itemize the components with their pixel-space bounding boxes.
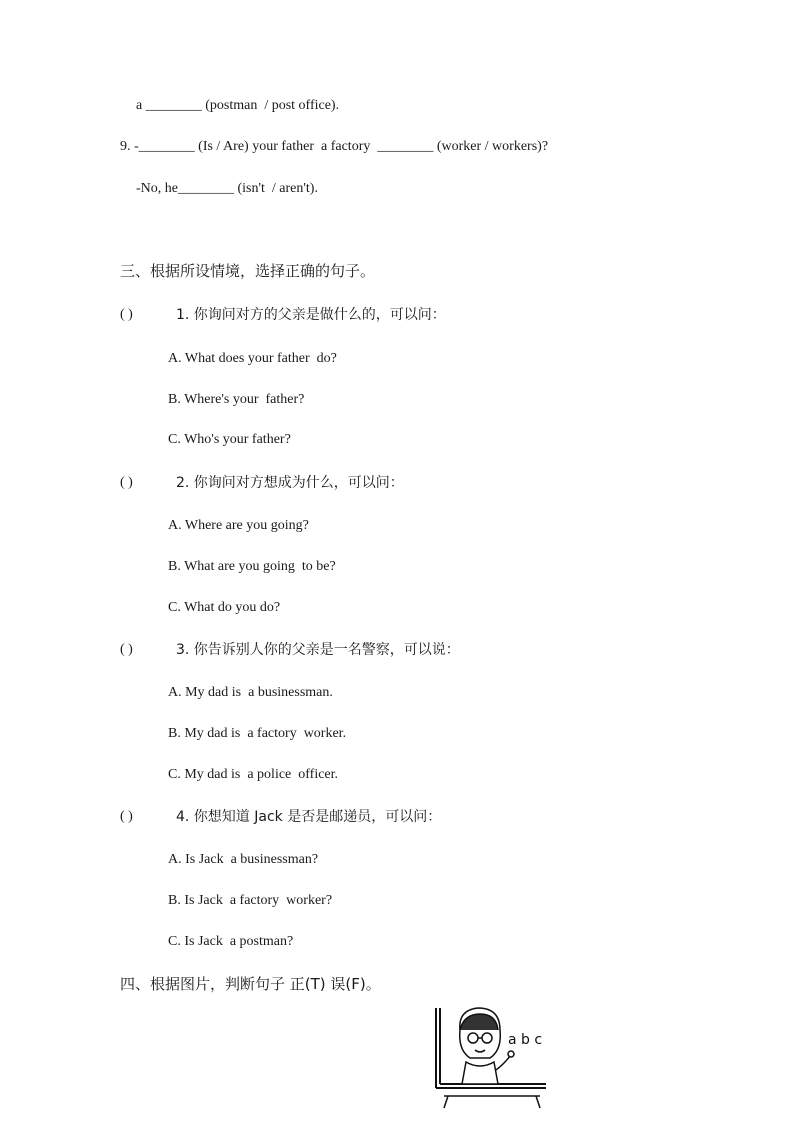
answer-blank-2[interactable]: ( ) [120,475,133,490]
question-4-prompt: 4. 你想知道 Jack 是否是邮递员，可以问： [176,809,442,825]
teacher-figure [460,1008,514,1084]
section-3-title: 三、根据所设情境，选择正确的句子。 [120,262,376,280]
question-2-option-a[interactable]: A. Where are you going? [168,518,309,533]
answer-blank-1[interactable]: ( ) [120,307,133,322]
answer-blank-3[interactable]: ( ) [120,642,133,657]
desk [444,1096,540,1108]
question-2-option-c[interactable]: C. What do you do? [168,600,281,615]
question-3-option-b[interactable]: B. My dad is a factory worker. [168,726,347,741]
question-4-option-c[interactable]: C. Is Jack a postman? [168,934,294,949]
teacher-illustration [430,1000,550,1110]
question-4-option-b[interactable]: B. Is Jack a factory worker? [168,893,333,908]
question-2-option-b[interactable]: B. What are you going to be? [168,559,336,574]
question-3-prompt: 3. 你告诉别人你的父亲是一名警察，可以说： [176,642,460,658]
exercise-line-9: 9. -________ (Is / Are) your father a factory ________ (worker / workers)? [120,139,549,154]
question-1-prompt: 1. 你询问对方的父亲是做什么的，可以问： [176,307,446,323]
question-3-option-c[interactable]: C. My dad is a police officer. [168,767,339,782]
question-4-option-a[interactable]: A. Is Jack a businessman? [168,852,319,867]
question-1-option-c[interactable]: C. Who's your father? [168,432,291,447]
answer-blank-4[interactable]: ( ) [120,809,133,824]
question-3-option-a[interactable]: A. My dad is a businessman. [168,685,333,700]
question-1-option-a[interactable]: A. What does your father do? [168,351,337,366]
question-1-option-b[interactable]: B. Where's your father? [168,392,305,407]
question-2-prompt: 2. 你询问对方想成为什么，可以问： [176,475,404,491]
exercise-line-9-answer: -No, he________ (isn't / aren't). [136,181,318,196]
blackboard-letters: a b c [508,1032,543,1048]
section-4-title: 四、根据图片，判断句子 正(T) 误(F)。 [120,975,381,993]
exercise-line-8-cont: a ________ (postman / post office). [136,98,340,113]
